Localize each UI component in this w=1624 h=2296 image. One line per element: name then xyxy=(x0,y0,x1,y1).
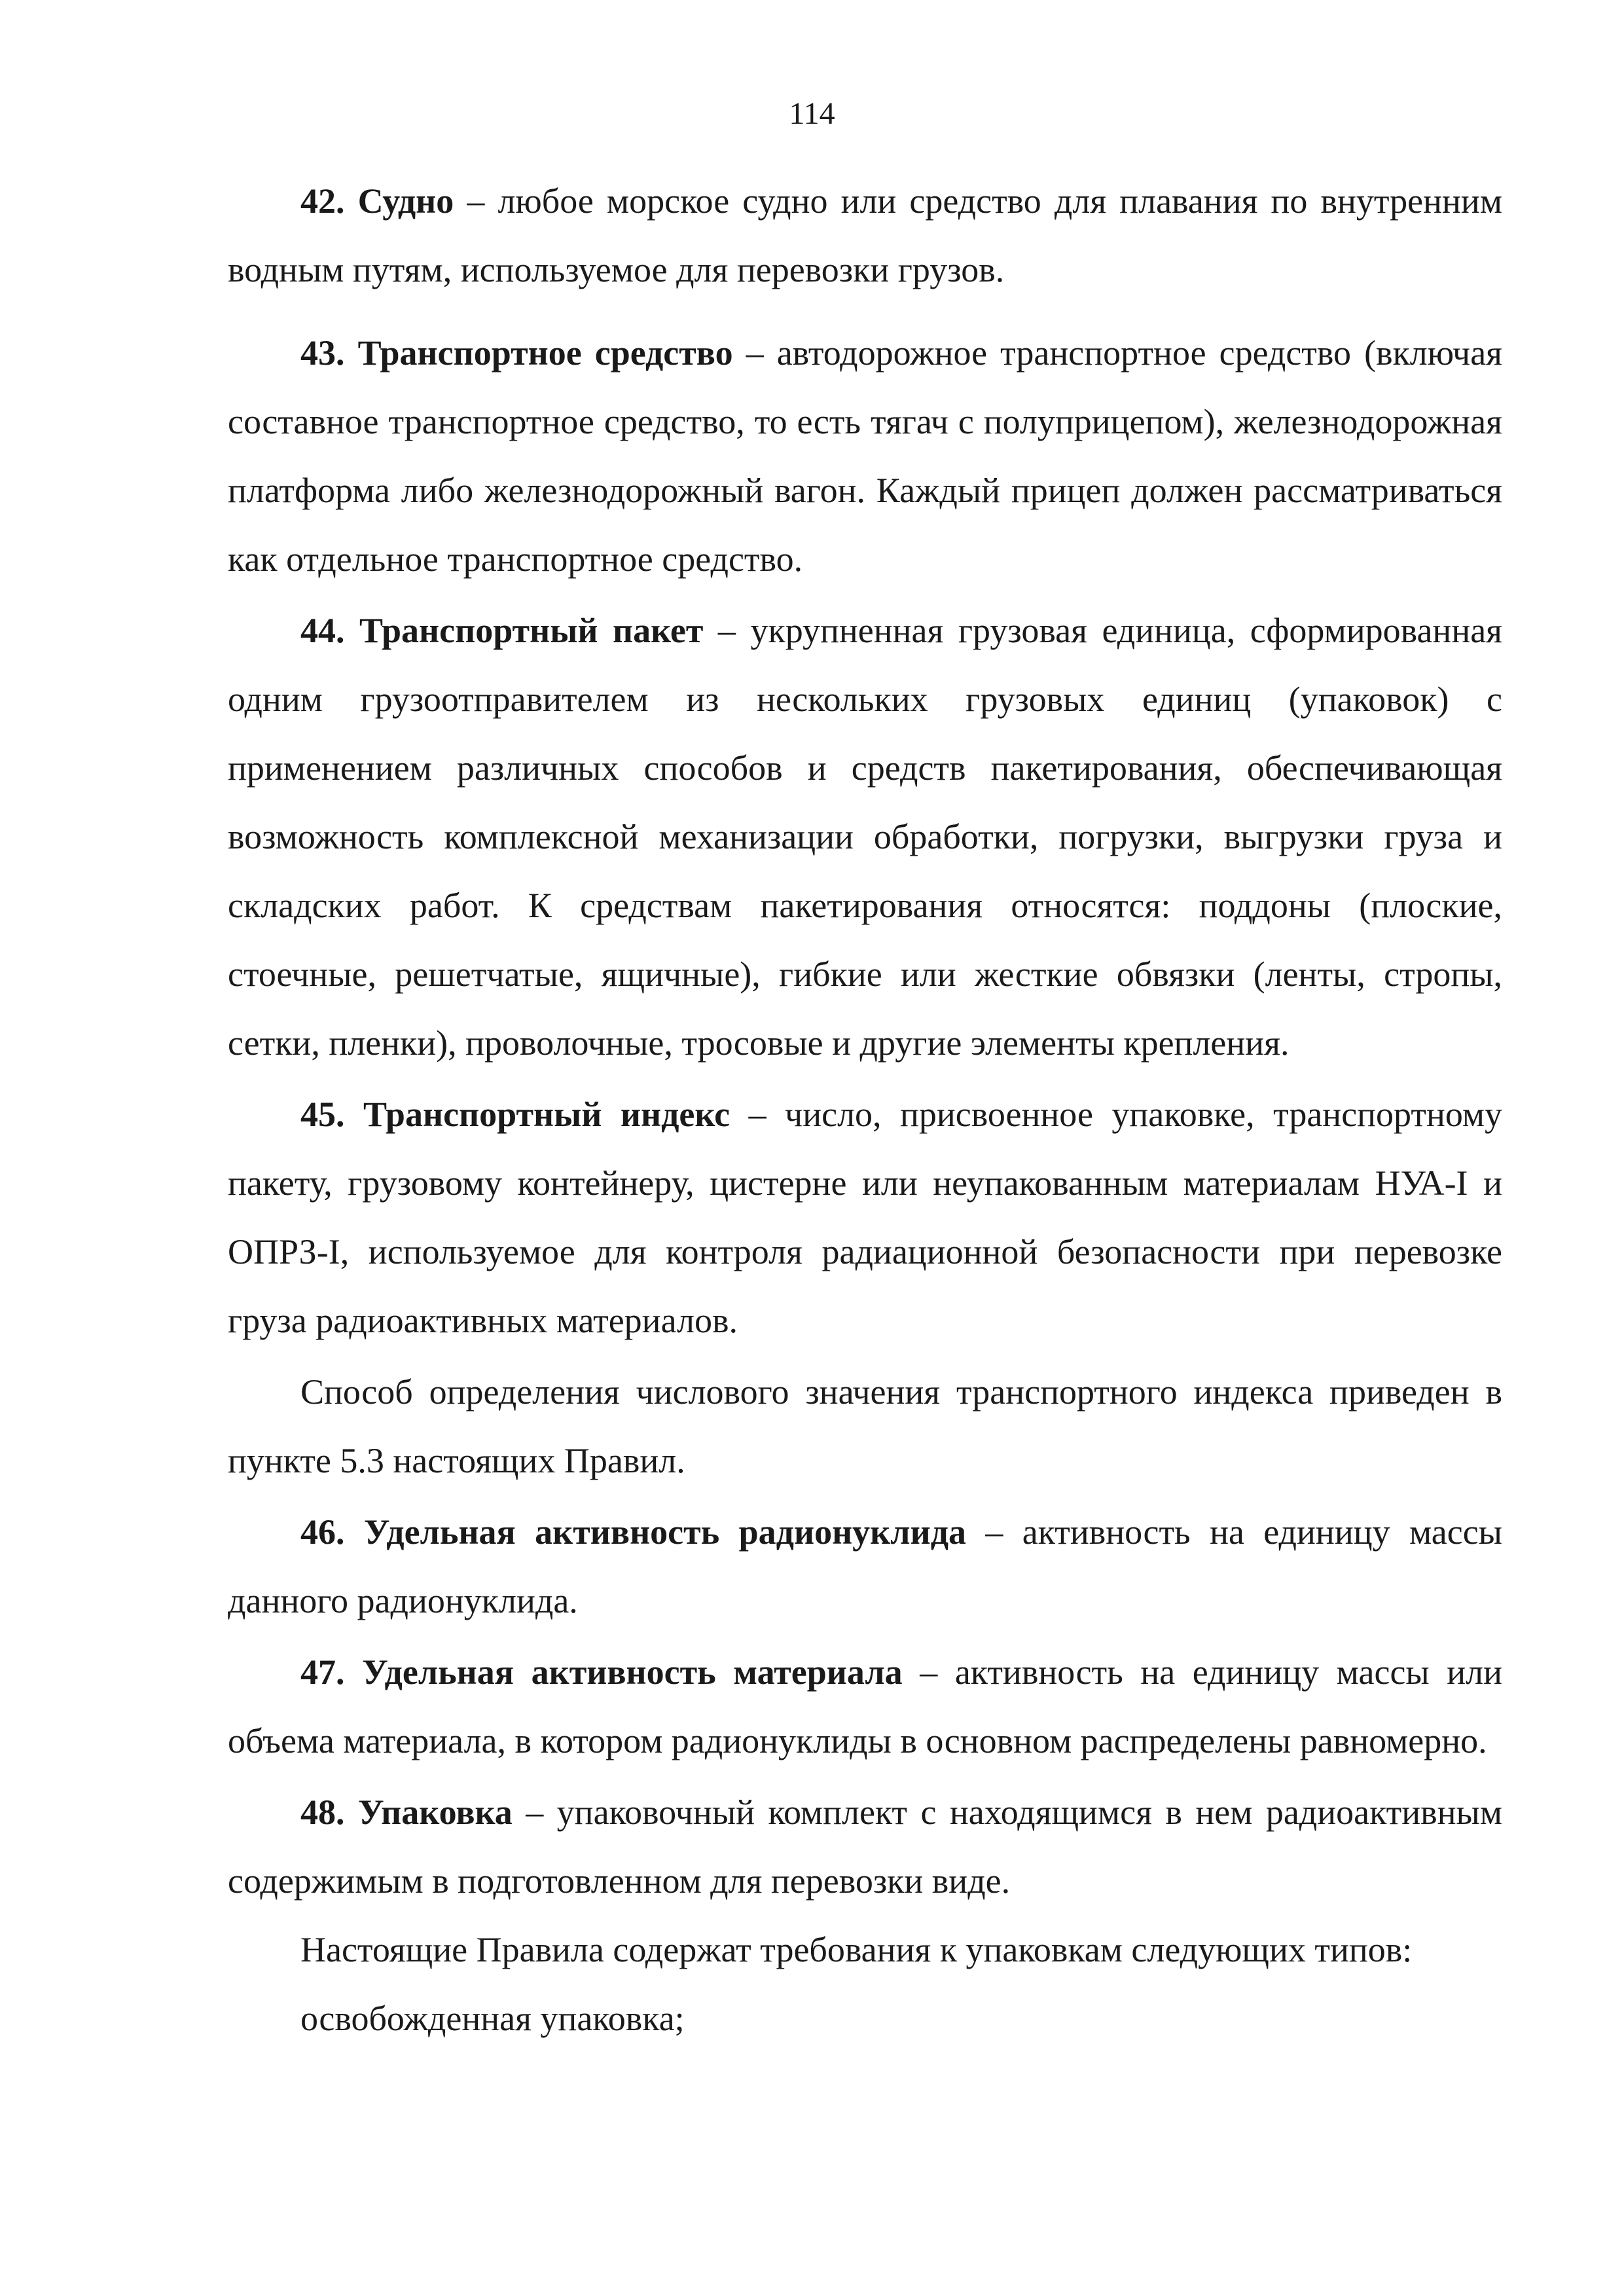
list-item-exempt-package: освобожденная упаковка; xyxy=(300,1999,685,2038)
term: Удельная активность радионуклида xyxy=(363,1512,967,1552)
definition-text: – активность на единицу массы данного радионуклида. xyxy=(228,1512,1502,1620)
definition-42 xyxy=(228,167,1502,304)
page-number: 114 xyxy=(789,96,835,131)
definition-48 xyxy=(228,1778,1502,1916)
definition-text: – автодорожное транспортное средство (включая составное транспортное средство, то есть тягач с полуприцепом), железнодорожная платформа либо железнодорожный вагон. Каждый прицеп должен рассматриваться как отдельное транспортное средство. xyxy=(228,333,1502,579)
definition-45 xyxy=(228,1080,1502,1355)
item-number: 42. xyxy=(300,181,345,221)
definition-text: – упаковочный комплект с находящимся в нем радиоактивным содержимым в подготовленном для перевозки виде. xyxy=(228,1793,1502,1901)
term: Транспортный индекс xyxy=(363,1095,731,1134)
definition-47 xyxy=(228,1638,1502,1776)
definition-text: – активность на единицу массы или объема материала, в котором радионуклиды в основном распределены равномерно. xyxy=(228,1652,1503,1760)
term: Удельная активность материала xyxy=(362,1652,903,1692)
item-number: 43. xyxy=(300,333,345,373)
item-number: 46. xyxy=(300,1512,345,1552)
paragraph-transport-index-method: Способ определения числового значения транспортного индекса приведен в пункте 5.3 настоящих Правил. xyxy=(228,1372,1502,1480)
term: Судно xyxy=(357,181,454,221)
item-number: 45. xyxy=(300,1095,345,1134)
definition-46 xyxy=(228,1498,1502,1635)
item-number: 47. xyxy=(300,1652,345,1692)
definition-text: – число, присвоенное упаковке, транспортному пакету, грузовому контейнеру, цистерне или неупакованным материалам НУА-I и ОПРЗ-I, используемое для контроля радиационной безопасности при перевозке груза радиоактивных материалов. xyxy=(228,1095,1502,1340)
definition-43 xyxy=(228,319,1502,594)
definition-text: – любое морское судно или средство для плавания по внутренним водным путям, используемое для перевозки грузов. xyxy=(228,181,1502,289)
term: Транспортный пакет xyxy=(359,611,704,650)
document-body xyxy=(228,167,1502,2053)
item-number: 44. xyxy=(300,611,345,650)
term: Упаковка xyxy=(357,1793,513,1832)
term: Транспортное средство xyxy=(357,333,733,373)
item-number: 48. xyxy=(300,1793,345,1832)
paragraph-package-types-intro: Настоящие Правила содержат требования к упаковкам следующих типов: xyxy=(300,1930,1413,1969)
definition-44 xyxy=(228,596,1502,1078)
definition-text: – укрупненная грузовая единица, сформированная одним грузоотправителем из нескольких грузовых единиц (упаковок) с применением различных способов и средств пакетирования, обеспечивающая возможность комплексной механизации обработки, погрузки, выгрузки груза и складских работ. К средствам пакетирования относятся: поддоны (плоские, стоечные, решетчатые, ящичные), гибкие или жесткие обвязки (ленты, стропы, сетки, пленки), проволочные, тросовые и другие элементы крепления. xyxy=(228,611,1503,1063)
